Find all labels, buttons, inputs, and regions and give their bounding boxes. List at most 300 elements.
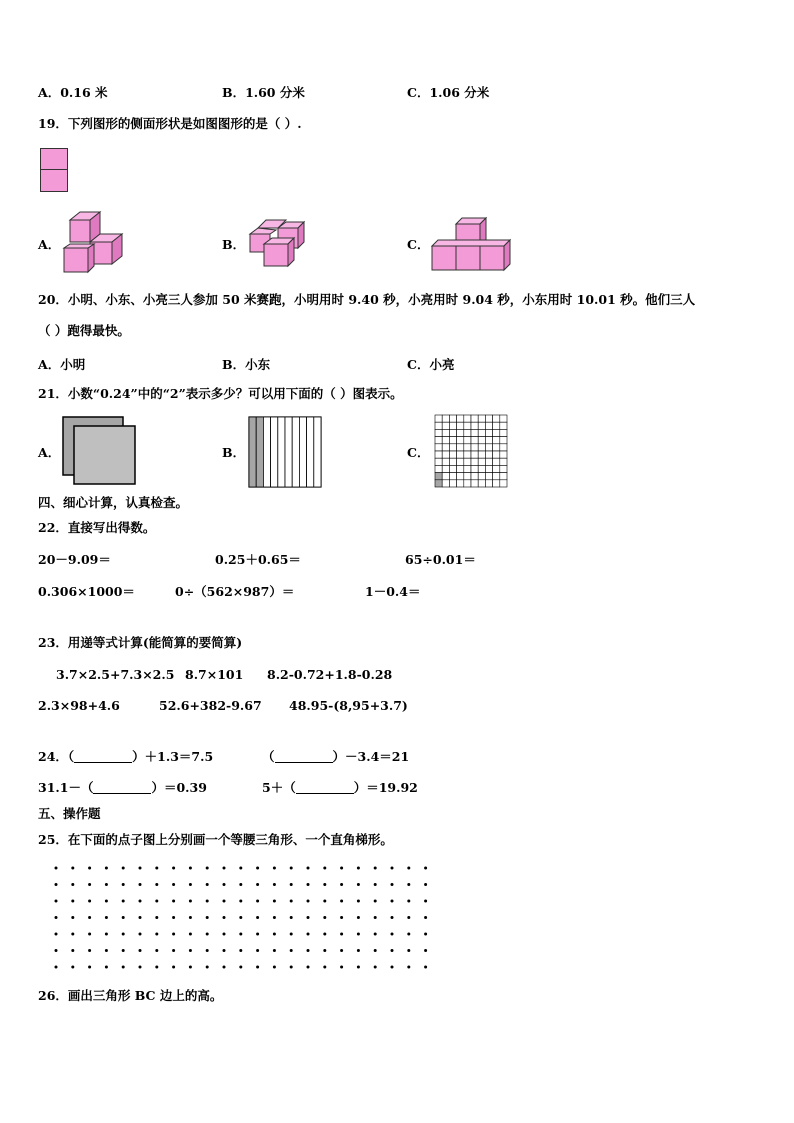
- q22-item: 0.306×1000＝: [38, 584, 135, 599]
- grid-dot: [391, 916, 394, 919]
- hundredths-cell: [457, 429, 464, 436]
- grid-dot: [239, 949, 242, 952]
- grid-dot: [391, 867, 394, 870]
- grid-dot: [206, 883, 209, 886]
- q21-label-b: B．: [222, 445, 246, 460]
- q19-label-b: B．: [222, 237, 246, 252]
- grid-dot: [391, 949, 394, 952]
- grid-dot: [223, 900, 226, 903]
- hundredths-cell: [493, 415, 500, 422]
- q22-item: 0÷（562×987）＝: [175, 584, 295, 599]
- q24-d-prefix: 5＋（: [262, 780, 296, 795]
- grid-dot: [239, 900, 242, 903]
- grid-dot: [155, 900, 158, 903]
- hundredths-cell: [442, 480, 449, 487]
- hundredths-cell: [457, 422, 464, 429]
- hundredths-cell: [478, 465, 485, 472]
- grid-dot: [424, 867, 427, 870]
- grid-dot: [256, 966, 259, 969]
- tenths-strip: [249, 417, 256, 487]
- grid-dot: [223, 867, 226, 870]
- answer-blank[interactable]: [74, 750, 132, 763]
- grid-dot: [155, 867, 158, 870]
- grid-dot: [239, 867, 242, 870]
- q22-title: 22．直接写出得数。: [38, 520, 156, 535]
- grid-dot: [290, 949, 293, 952]
- grid-dot: [172, 883, 175, 886]
- grid-dot: [256, 949, 259, 952]
- grid-dot: [55, 966, 58, 969]
- grid-dot: [88, 966, 91, 969]
- grid-dot: [55, 883, 58, 886]
- grid-dot: [307, 867, 310, 870]
- hundredths-cell: [485, 422, 492, 429]
- q22-item: 20－9.09＝: [38, 552, 111, 567]
- tenths-strip: [307, 417, 314, 487]
- grid-dot: [155, 883, 158, 886]
- grid-dot: [55, 900, 58, 903]
- q24-b-prefix: （: [262, 749, 275, 764]
- grid-dot: [55, 916, 58, 919]
- hundredths-cell: [464, 422, 471, 429]
- q24-b-suffix: ）－3.4＝21: [332, 749, 410, 764]
- hundredths-cell: [464, 415, 471, 422]
- q23-item: 8.7×101: [185, 667, 244, 682]
- hundredths-cell: [478, 429, 485, 436]
- grid-dot: [307, 916, 310, 919]
- hundredths-cell: [435, 415, 442, 422]
- grid-dot: [340, 883, 343, 886]
- grid-dot: [307, 949, 310, 952]
- hundredths-cell: [435, 422, 442, 429]
- hundredths-cell: [449, 480, 456, 487]
- q24-d-suffix: ）＝19.92: [353, 780, 418, 795]
- q20-question-line1: 20．小明、小东、小亮三人参加 50 米赛跑，小明用时 9.40 秒，小亮用时 9.04 秒，小东用时 10.01 秒。他们三人: [38, 292, 696, 307]
- grid-dot: [407, 900, 410, 903]
- grid-dot: [290, 900, 293, 903]
- grid-dot: [340, 900, 343, 903]
- grid-dot: [88, 933, 91, 936]
- q22-item: 0.25＋0.65＝: [215, 552, 301, 567]
- grid-dot: [71, 883, 74, 886]
- grid-dot: [340, 949, 343, 952]
- grid-dot: [273, 916, 276, 919]
- hundredths-cell: [500, 473, 507, 480]
- q24-item-a: [38, 749, 213, 765]
- hundredths-cell: [471, 429, 478, 436]
- hundredths-cell: [500, 429, 507, 436]
- grid-dot: [105, 966, 108, 969]
- grid-dot: [307, 966, 310, 969]
- grid-dot: [357, 933, 360, 936]
- q24-item-c: [38, 780, 207, 796]
- grid-dot: [290, 933, 293, 936]
- q19-option-c-cubes: [432, 214, 512, 274]
- grid-dot: [139, 933, 142, 936]
- hundredths-cell: [478, 451, 485, 458]
- tenths-strip: [256, 417, 263, 487]
- grid-dot: [273, 867, 276, 870]
- section-four-heading: 四、细心计算，认真检查。: [38, 495, 189, 510]
- hundredths-cell: [457, 451, 464, 458]
- grid-dot: [239, 966, 242, 969]
- hundredths-cell: [485, 473, 492, 480]
- grid-dot: [407, 966, 410, 969]
- grid-dot: [71, 966, 74, 969]
- hundredths-cell: [500, 437, 507, 444]
- q20-option-b: B．小东: [222, 357, 271, 372]
- grid-dot: [155, 949, 158, 952]
- grid-dot: [239, 933, 242, 936]
- hundredths-cell: [485, 444, 492, 451]
- hundredths-cell: [478, 473, 485, 480]
- grid-dot: [273, 900, 276, 903]
- hundredths-cell: [435, 458, 442, 465]
- hundredths-cell: [478, 458, 485, 465]
- q24-a-prefix: 24．（: [38, 749, 75, 764]
- hundredths-cell: [449, 451, 456, 458]
- grid-dot: [139, 966, 142, 969]
- answer-blank[interactable]: [296, 781, 354, 794]
- hundredths-cell: [442, 429, 449, 436]
- grid-dot: [71, 867, 74, 870]
- grid-dot: [407, 933, 410, 936]
- grid-dot: [71, 949, 74, 952]
- grid-dot: [105, 933, 108, 936]
- grid-dot: [122, 916, 125, 919]
- hundredths-cell: [471, 422, 478, 429]
- grid-dot: [206, 966, 209, 969]
- hundredths-cell: [435, 437, 442, 444]
- q21-option-c-hundredths: [434, 414, 510, 488]
- q18-option-c: C．1.06 分米: [407, 85, 490, 100]
- hundredths-cell: [449, 429, 456, 436]
- grid-dot: [357, 900, 360, 903]
- hundredths-cell: [457, 458, 464, 465]
- grid-dot: [105, 883, 108, 886]
- grid-dot: [122, 966, 125, 969]
- grid-dot: [206, 916, 209, 919]
- grid-dot: [139, 883, 142, 886]
- q21-option-b-tenths: [248, 416, 324, 488]
- q24-c-prefix: 31.1－（: [38, 780, 94, 795]
- grid-dot: [155, 916, 158, 919]
- grid-dot: [139, 867, 142, 870]
- q21-label-a: A．: [38, 445, 61, 460]
- hundredths-cell: [485, 458, 492, 465]
- q24-item-d: [262, 780, 418, 796]
- grid-dot: [139, 900, 142, 903]
- hundredths-cell: [500, 444, 507, 451]
- hundredths-cell: [449, 437, 456, 444]
- hundredths-cell: [485, 429, 492, 436]
- q26-question: 26．画出三角形 BC 边上的高。: [38, 988, 223, 1003]
- grid-dot: [374, 949, 377, 952]
- section-five-heading: 五、操作题: [38, 806, 101, 821]
- grid-dot: [239, 883, 242, 886]
- grid-dot: [105, 900, 108, 903]
- grid-dot: [374, 883, 377, 886]
- grid-dot: [172, 933, 175, 936]
- grid-dot: [189, 883, 192, 886]
- grid-dot: [256, 883, 259, 886]
- hundredths-cell: [478, 437, 485, 444]
- hundredths-cell: [485, 465, 492, 472]
- grid-dot: [424, 933, 427, 936]
- hundredths-cell: [464, 429, 471, 436]
- q19-label-c: C．: [407, 237, 430, 252]
- q22-item: 1－0.4＝: [365, 584, 421, 599]
- hundredths-cell: [457, 437, 464, 444]
- grid-dot: [88, 867, 91, 870]
- hundredths-cell: [493, 458, 500, 465]
- answer-blank[interactable]: [93, 781, 151, 794]
- grid-dot: [290, 916, 293, 919]
- hundredths-cell: [457, 473, 464, 480]
- q24-c-suffix: ）＝0.39: [151, 780, 207, 795]
- grid-dot: [424, 900, 427, 903]
- tenths-strip: [263, 417, 270, 487]
- grid-dot: [407, 916, 410, 919]
- grid-dot: [139, 916, 142, 919]
- grid-dot: [290, 867, 293, 870]
- grid-dot: [323, 867, 326, 870]
- q20-option-a: A．小明: [38, 357, 86, 372]
- hundredths-cell: [442, 458, 449, 465]
- grid-dot: [88, 916, 91, 919]
- hundredths-cell: [449, 415, 456, 422]
- grid-dot: [88, 949, 91, 952]
- grid-dot: [323, 916, 326, 919]
- grid-dot: [172, 867, 175, 870]
- hundredths-cell: [478, 422, 485, 429]
- q20-option-c: C．小亮: [407, 357, 455, 372]
- grid-dot: [189, 900, 192, 903]
- grid-dot: [323, 900, 326, 903]
- hundredths-cell: [457, 465, 464, 472]
- grid-dot: [374, 900, 377, 903]
- hundredths-cell: [485, 437, 492, 444]
- grid-dot: [223, 949, 226, 952]
- hundredths-cell: [493, 480, 500, 487]
- q25-question: 25．在下面的点子图上分别画一个等腰三角形、一个直角梯形。: [38, 832, 393, 847]
- hundredths-cell: [464, 444, 471, 451]
- q21-question: 21．小数“0.24”中的“2”表示多少？可以用下面的（ ）图表示。: [38, 386, 403, 401]
- grid-dot: [290, 883, 293, 886]
- hundredths-cell: [442, 465, 449, 472]
- grid-dot: [340, 916, 343, 919]
- grid-dot: [256, 900, 259, 903]
- q24-a-suffix: ）＋1.3＝7.5: [132, 749, 214, 764]
- grid-dot: [407, 883, 410, 886]
- grid-dot: [122, 867, 125, 870]
- grid-dot: [55, 933, 58, 936]
- tenths-strip: [299, 417, 306, 487]
- tenths-strip: [292, 417, 299, 487]
- grid-dot: [206, 933, 209, 936]
- hundredths-cell: [493, 473, 500, 480]
- grid-dot: [407, 949, 410, 952]
- q18-option-b: B．1.60 分米: [222, 85, 305, 100]
- hundredths-cell: [478, 480, 485, 487]
- grid-dot: [424, 966, 427, 969]
- hundredths-cell: [449, 422, 456, 429]
- hundredths-cell: [500, 465, 507, 472]
- grid-dot: [189, 916, 192, 919]
- grid-dot: [340, 933, 343, 936]
- q23-item: 48.95-(8,95+3.7): [289, 698, 408, 713]
- hundredths-cell: [442, 451, 449, 458]
- q21-label-c: C．: [407, 445, 430, 460]
- grid-dot: [273, 966, 276, 969]
- hundredths-cell: [471, 480, 478, 487]
- hundredths-cell: [442, 415, 449, 422]
- grid-dot: [172, 949, 175, 952]
- grid-dot: [223, 916, 226, 919]
- dot-grid-paper[interactable]: [50, 862, 434, 972]
- grid-dot: [307, 933, 310, 936]
- grid-dot: [223, 966, 226, 969]
- tenths-strip: [278, 417, 285, 487]
- grid-dot: [172, 916, 175, 919]
- hundredths-cell: [493, 444, 500, 451]
- grid-dot: [357, 916, 360, 919]
- grid-dot: [155, 966, 158, 969]
- grid-dot: [105, 867, 108, 870]
- hundredths-cell: [464, 465, 471, 472]
- tenths-strip: [271, 417, 278, 487]
- hundredths-cell: [493, 429, 500, 436]
- grid-dot: [323, 933, 326, 936]
- grid-dot: [172, 900, 175, 903]
- hundredths-cell: [493, 451, 500, 458]
- q24-item-b: [262, 749, 409, 765]
- grid-dot: [88, 883, 91, 886]
- grid-dot: [256, 916, 259, 919]
- hundredths-cell: [435, 429, 442, 436]
- grid-dot: [122, 900, 125, 903]
- grid-dot: [206, 867, 209, 870]
- hundredths-cell: [464, 458, 471, 465]
- grid-dot: [71, 916, 74, 919]
- grid-dot: [391, 883, 394, 886]
- answer-blank[interactable]: [275, 750, 333, 763]
- hundredths-cell: [435, 451, 442, 458]
- grid-dot: [273, 933, 276, 936]
- grid-dot: [206, 900, 209, 903]
- tenths-strip: [285, 417, 292, 487]
- grid-dot: [223, 883, 226, 886]
- hundredths-cell: [464, 473, 471, 480]
- grid-dot: [273, 883, 276, 886]
- grid-dot: [122, 949, 125, 952]
- grid-dot: [206, 949, 209, 952]
- q19-option-a-cubes: [60, 210, 130, 276]
- hundredths-cell: [435, 444, 442, 451]
- hundredths-cell: [478, 444, 485, 451]
- hundredths-cell: [435, 480, 442, 487]
- hundredths-cell: [493, 422, 500, 429]
- grid-dot: [256, 933, 259, 936]
- grid-dot: [374, 933, 377, 936]
- grid-dot: [391, 933, 394, 936]
- grid-dot: [307, 900, 310, 903]
- grid-dot: [189, 949, 192, 952]
- q22-item: 65÷0.01＝: [405, 552, 476, 567]
- hundredths-cell: [442, 444, 449, 451]
- grid-dot: [139, 949, 142, 952]
- hundredths-cell: [493, 465, 500, 472]
- grid-dot: [340, 966, 343, 969]
- hundredths-cell: [471, 458, 478, 465]
- hundredths-cell: [449, 465, 456, 472]
- hundredths-cell: [471, 473, 478, 480]
- grid-dot: [256, 867, 259, 870]
- hundredths-cell: [435, 473, 442, 480]
- grid-dot: [357, 883, 360, 886]
- grid-dot: [122, 883, 125, 886]
- grid-dot: [189, 867, 192, 870]
- hundredths-cell: [471, 437, 478, 444]
- hundredths-cell: [485, 451, 492, 458]
- grid-dot: [357, 966, 360, 969]
- grid-dot: [407, 867, 410, 870]
- grid-dot: [189, 933, 192, 936]
- hundredths-cell: [478, 415, 485, 422]
- grid-dot: [71, 900, 74, 903]
- hundredths-cell: [471, 465, 478, 472]
- grid-dot: [391, 900, 394, 903]
- hundredths-cell: [500, 451, 507, 458]
- grid-dot: [55, 949, 58, 952]
- grid-dot: [239, 916, 242, 919]
- hundredths-cell: [457, 444, 464, 451]
- hundredths-cell: [442, 422, 449, 429]
- grid-dot: [155, 933, 158, 936]
- grid-dot: [55, 867, 58, 870]
- hundredths-cell: [442, 473, 449, 480]
- grid-dot: [307, 883, 310, 886]
- hundredths-cell: [471, 451, 478, 458]
- q19-question: 19．下列图形的侧面形状是如图图形的是（ ）.: [38, 116, 302, 131]
- hundredths-cell: [457, 480, 464, 487]
- grid-dot: [374, 966, 377, 969]
- hundredths-cell: [493, 437, 500, 444]
- grid-dot: [105, 949, 108, 952]
- grid-dot: [323, 883, 326, 886]
- grid-dot: [323, 949, 326, 952]
- hundredths-cell: [500, 480, 507, 487]
- tenths-strip: [314, 417, 321, 487]
- hundredths-cell: [435, 465, 442, 472]
- q19-option-b-cubes: [246, 218, 308, 270]
- grid-dot: [122, 933, 125, 936]
- q19-label-a: A．: [38, 237, 61, 252]
- hundredths-cell: [449, 444, 456, 451]
- hundredths-cell: [464, 480, 471, 487]
- q23-item: 8.2-0.72+1.8-0.28: [267, 667, 393, 682]
- grid-dot: [374, 916, 377, 919]
- hundredths-cell: [449, 473, 456, 480]
- grid-dot: [88, 900, 91, 903]
- q23-title: 23．用递等式计算(能简算的要简算): [38, 635, 243, 650]
- grid-dot: [273, 949, 276, 952]
- grid-dot: [340, 867, 343, 870]
- hundredths-cell: [449, 458, 456, 465]
- grid-dot: [374, 867, 377, 870]
- grid-dot: [105, 916, 108, 919]
- grid-dot: [323, 966, 326, 969]
